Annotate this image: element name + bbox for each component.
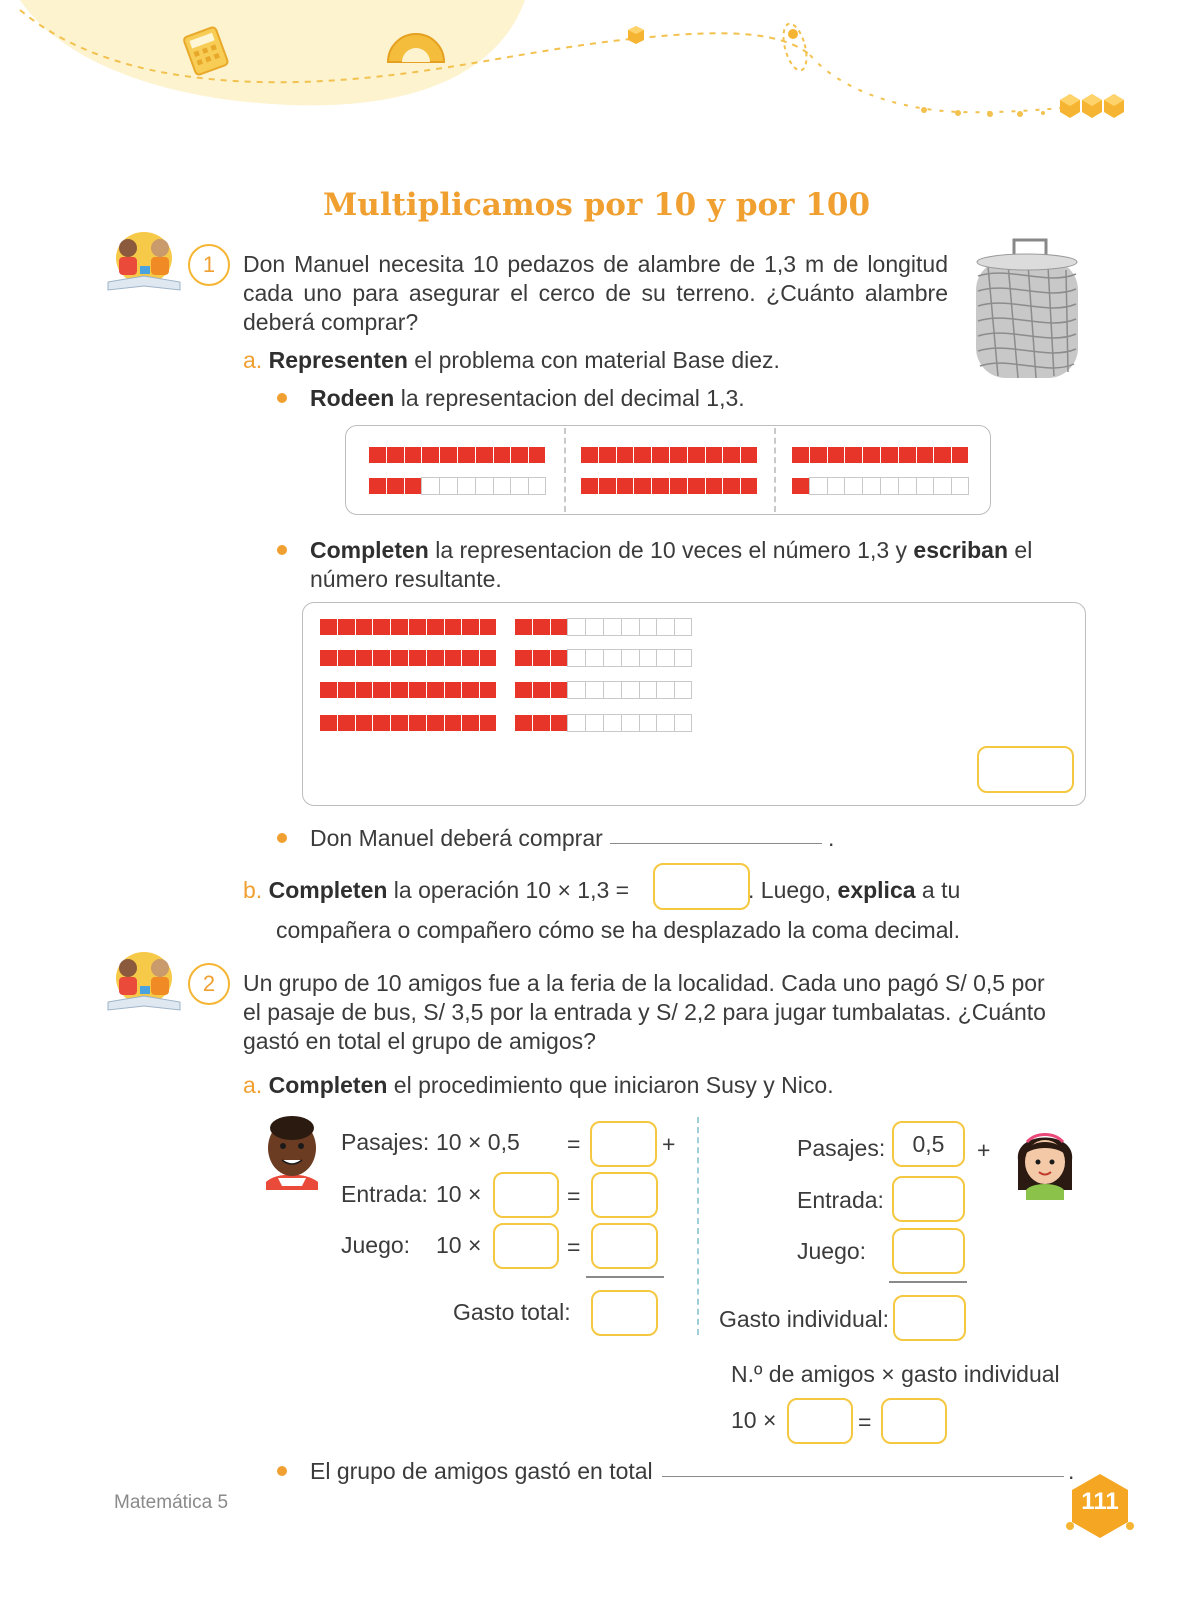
problem-number-1: 1 xyxy=(188,244,230,286)
unit-cell xyxy=(616,446,634,464)
unit-cell xyxy=(532,714,550,732)
unit-cell xyxy=(461,649,479,667)
unit-cell xyxy=(528,446,546,464)
unit-cell xyxy=(951,477,969,495)
unit-cell xyxy=(421,477,439,495)
unit-cell xyxy=(567,681,585,699)
unit-cell xyxy=(844,477,862,495)
unit-cell xyxy=(862,446,880,464)
unit-cell xyxy=(550,714,568,732)
unit-cell xyxy=(633,477,651,495)
base10-rod xyxy=(580,477,758,495)
unit-cell xyxy=(603,649,621,667)
part-after2: a tu xyxy=(915,877,961,903)
base10-rod xyxy=(319,649,497,667)
unit-cell xyxy=(616,477,634,495)
unit-cell xyxy=(550,681,568,699)
unit-cell xyxy=(585,618,603,636)
unit-cell xyxy=(656,714,674,732)
unit-cell xyxy=(585,649,603,667)
problem2-text-line2: el pasaje de bus, S/ 3,5 por la entrada y S/ 2,2 para jugar tumbalatas. ¿Cuánto xyxy=(243,999,1046,1025)
unit-cell xyxy=(408,681,426,699)
base10-rod xyxy=(319,714,497,732)
right-formula: N.º de amigos × gasto individual xyxy=(731,1361,1060,1387)
unit-cell xyxy=(337,649,355,667)
unit-cell xyxy=(337,681,355,699)
unit-cell xyxy=(916,477,934,495)
unit-cell xyxy=(705,477,723,495)
unit-cell xyxy=(567,649,585,667)
left-juego-label: Juego: xyxy=(341,1232,411,1258)
unit-cell xyxy=(514,681,532,699)
base10-rod xyxy=(368,446,546,464)
unit-cell xyxy=(722,477,740,495)
equals-sign: = xyxy=(567,1131,581,1157)
unit-cell xyxy=(439,477,457,495)
girl-avatar xyxy=(1012,1120,1078,1200)
unit-cell xyxy=(651,477,669,495)
unit-cell xyxy=(444,649,462,667)
part-rest: la operación 10 × 1,3 = xyxy=(387,877,630,903)
unit-cell xyxy=(514,714,532,732)
equals-sign: = xyxy=(567,1234,581,1260)
sum-line xyxy=(889,1281,967,1283)
bullet2-verb2: escriban xyxy=(913,537,1009,563)
plus-sign: + xyxy=(662,1131,676,1157)
unit-cell xyxy=(639,714,657,732)
part-verb: Completen xyxy=(268,1072,388,1098)
sum-line xyxy=(586,1276,664,1278)
unit-cell xyxy=(514,649,532,667)
part-letter: a. xyxy=(243,1072,263,1098)
left-entrada-label: Entrada: xyxy=(341,1181,428,1207)
unit-cell xyxy=(639,649,657,667)
equals-sign: = xyxy=(858,1409,872,1435)
operation-answer-box[interactable] xyxy=(653,863,750,910)
panel-divider xyxy=(774,428,776,512)
part-letter: b. xyxy=(243,877,263,903)
unit-cell xyxy=(390,714,408,732)
left-juego-result-box[interactable] xyxy=(591,1223,658,1269)
footer-book-name: Matemática 5 xyxy=(114,1492,229,1513)
unit-cell xyxy=(355,714,373,732)
unit-cell xyxy=(880,477,898,495)
part-verb: Completen xyxy=(268,877,388,903)
unit-cell xyxy=(368,477,386,495)
bullet2-text xyxy=(310,535,1032,565)
unit-cell xyxy=(475,446,493,464)
bullet-dot xyxy=(277,1466,287,1476)
base10-rod xyxy=(580,446,758,464)
base10-rod xyxy=(514,618,692,636)
unit-cell xyxy=(444,714,462,732)
plus-sign: + xyxy=(977,1137,991,1163)
right-individual-box[interactable] xyxy=(893,1295,966,1341)
team-work-icon xyxy=(104,950,184,1014)
bullet2-line2: número resultante. xyxy=(310,566,502,592)
unit-cell xyxy=(372,649,390,667)
unit-cell xyxy=(461,681,479,699)
unit-cell xyxy=(532,618,550,636)
part-rest: el procedimiento que iniciaron Susy y Nico. xyxy=(387,1072,834,1098)
right-pasajes-value-box[interactable] xyxy=(892,1121,965,1167)
unit-cell xyxy=(550,649,568,667)
unit-cell xyxy=(621,618,639,636)
unit-cell xyxy=(386,477,404,495)
unit-cell xyxy=(827,446,845,464)
problem1-part-b-cont xyxy=(748,875,960,905)
unit-cell xyxy=(669,477,687,495)
unit-cell xyxy=(528,477,546,495)
cubes-icon xyxy=(1060,94,1124,118)
cube-icon xyxy=(628,26,644,44)
unit-cell xyxy=(898,446,916,464)
unit-cell xyxy=(426,649,444,667)
unit-cell xyxy=(933,446,951,464)
problem1-part-a xyxy=(243,345,780,375)
page-title: Multiplicamos por 10 y por 100 xyxy=(322,187,871,223)
unit-cell xyxy=(674,681,692,699)
unit-cell xyxy=(674,714,692,732)
unit-cell xyxy=(457,477,475,495)
part-verb2: explica xyxy=(837,877,916,903)
unit-cell xyxy=(426,714,444,732)
unit-cell xyxy=(532,681,550,699)
unit-cell xyxy=(603,714,621,732)
part-rest: el problema con material Base diez. xyxy=(407,347,780,373)
unit-cell xyxy=(598,446,616,464)
right-juego-box[interactable] xyxy=(892,1228,965,1274)
unit-cell xyxy=(621,681,639,699)
unit-cell xyxy=(386,446,404,464)
unit-cell xyxy=(510,446,528,464)
left-total-label: Gasto total: xyxy=(453,1299,571,1325)
unit-cell xyxy=(722,446,740,464)
left-pasajes-expr: 10 × 0,5 xyxy=(436,1129,520,1155)
bullet1-text xyxy=(310,383,745,413)
unit-cell xyxy=(408,618,426,636)
bullet-dot xyxy=(277,833,287,843)
unit-cell xyxy=(408,649,426,667)
unit-cell xyxy=(461,618,479,636)
unit-cell xyxy=(479,618,497,636)
unit-cell xyxy=(827,477,845,495)
unit-cell xyxy=(567,618,585,636)
base10-rod xyxy=(514,649,692,667)
unit-cell xyxy=(426,681,444,699)
left-juego-expr: 10 × xyxy=(436,1232,482,1258)
unit-cell xyxy=(809,477,827,495)
problem2-part-a xyxy=(243,1070,834,1100)
unit-cell xyxy=(457,446,475,464)
unit-cell xyxy=(390,681,408,699)
unit-cell xyxy=(461,714,479,732)
unit-cell xyxy=(705,446,723,464)
unit-cell xyxy=(355,649,373,667)
bullet-dot xyxy=(277,393,287,403)
unit-cell xyxy=(444,681,462,699)
unit-cell xyxy=(479,681,497,699)
unit-cell xyxy=(916,446,934,464)
unit-cell xyxy=(951,446,969,464)
base10-panel-1 xyxy=(345,425,991,515)
part-after: . Luego, xyxy=(748,877,838,903)
bullet3-text: Don Manuel deberá comprar xyxy=(310,825,603,851)
unit-cell xyxy=(633,446,651,464)
unit-cell xyxy=(390,649,408,667)
right-mult-factor-box[interactable] xyxy=(787,1398,853,1444)
unit-cell xyxy=(656,649,674,667)
unit-cell xyxy=(319,649,337,667)
left-juego-factor-box[interactable] xyxy=(493,1223,559,1269)
final-bullet-end: . xyxy=(1068,1458,1075,1484)
unit-cell xyxy=(479,714,497,732)
problem1-text-line1: Don Manuel necesita 10 pedazos de alambre de 1,3 m de longitud xyxy=(243,251,948,277)
header-decoration xyxy=(0,0,1193,135)
unit-cell xyxy=(372,714,390,732)
unit-cell xyxy=(639,681,657,699)
unit-cell xyxy=(426,618,444,636)
problem1-text-line2: cada uno para asegurar el cerco de su terreno. ¿Cuánto alambre xyxy=(243,280,948,306)
unit-cell xyxy=(740,446,758,464)
unit-cell xyxy=(319,618,337,636)
unit-cell xyxy=(656,681,674,699)
unit-cell xyxy=(791,477,809,495)
left-entrada-result-box[interactable] xyxy=(591,1172,658,1218)
unit-cell xyxy=(479,649,497,667)
answer-line[interactable] xyxy=(610,843,822,844)
barbed-wire-image xyxy=(968,236,1086,386)
problem2-text-line1: Un grupo de 10 amigos fue a la feria de la localidad. Cada uno pagó S/ 0,5 por xyxy=(243,970,1045,996)
unit-cell xyxy=(580,446,598,464)
unit-cell xyxy=(532,649,550,667)
bullet1-rest: la representacion del decimal 1,3. xyxy=(394,385,745,411)
left-entrada-factor-box[interactable] xyxy=(493,1172,559,1218)
bullet2-verb: Completen xyxy=(310,537,429,563)
base10-rod xyxy=(791,446,969,464)
right-individual-label: Gasto individual: xyxy=(719,1306,890,1332)
unit-cell xyxy=(880,446,898,464)
equals-sign: = xyxy=(567,1183,581,1209)
right-pasajes-value: 0,5 xyxy=(912,1131,945,1157)
panel-divider xyxy=(564,428,566,512)
unit-cell xyxy=(355,681,373,699)
base10-rod xyxy=(514,681,692,699)
problem2-text-line3: gastó en total el grupo de amigos? xyxy=(243,1028,596,1054)
team-work-icon xyxy=(104,230,184,294)
bullet-dot xyxy=(277,545,287,555)
unit-cell xyxy=(514,618,532,636)
unit-cell xyxy=(674,649,692,667)
unit-cell xyxy=(603,681,621,699)
left-pasajes-label: Pasajes: xyxy=(341,1129,430,1155)
unit-cell xyxy=(408,714,426,732)
unit-cell xyxy=(475,477,493,495)
unit-cell xyxy=(355,618,373,636)
base10-rod xyxy=(368,477,546,495)
unit-cell xyxy=(580,477,598,495)
unit-cell xyxy=(390,618,408,636)
unit-cell xyxy=(510,477,528,495)
bullet2-mid: la representacion de 10 veces el número 1,3 y xyxy=(428,537,914,563)
unit-cell xyxy=(656,618,674,636)
unit-cell xyxy=(550,618,568,636)
unit-cell xyxy=(669,446,687,464)
unit-cell xyxy=(651,446,669,464)
unit-cell xyxy=(585,681,603,699)
unit-cell xyxy=(740,477,758,495)
unit-cell xyxy=(567,714,585,732)
unit-cell xyxy=(319,681,337,699)
unit-cell xyxy=(372,681,390,699)
left-entrada-expr: 10 × xyxy=(436,1181,482,1207)
unit-cell xyxy=(621,714,639,732)
unit-cell xyxy=(603,618,621,636)
base10-rod xyxy=(319,681,497,699)
unit-cell xyxy=(621,649,639,667)
part-letter: a. xyxy=(243,347,263,373)
unit-cell xyxy=(319,714,337,732)
right-mult-expr: 10 × xyxy=(731,1407,777,1433)
unit-cell xyxy=(493,477,511,495)
problem1-part-b xyxy=(243,875,629,905)
base10-rod xyxy=(514,714,692,732)
right-juego-label: Juego: xyxy=(797,1238,867,1264)
column-divider xyxy=(697,1117,699,1335)
unit-cell xyxy=(368,446,386,464)
bullet2-end: el xyxy=(1008,537,1033,563)
unit-cell xyxy=(809,446,827,464)
unit-cell xyxy=(585,714,603,732)
unit-cell xyxy=(674,618,692,636)
final-bullet-text: El grupo de amigos gastó en total xyxy=(310,1458,653,1484)
unit-cell xyxy=(404,477,422,495)
bullet3-end: . xyxy=(828,825,835,851)
unit-cell xyxy=(444,618,462,636)
answer-line[interactable] xyxy=(662,1476,1064,1477)
left-total-box[interactable] xyxy=(591,1290,658,1336)
boy-avatar xyxy=(256,1112,328,1190)
problem1-text-line3: deberá comprar? xyxy=(243,309,419,335)
right-mult-result-box[interactable] xyxy=(881,1398,947,1444)
base10-rod xyxy=(791,477,969,495)
right-entrada-label: Entrada: xyxy=(797,1187,884,1213)
unit-cell xyxy=(898,477,916,495)
unit-cell xyxy=(439,446,457,464)
right-entrada-box[interactable] xyxy=(892,1176,965,1222)
unit-cell xyxy=(372,618,390,636)
unit-cell xyxy=(844,446,862,464)
unit-cell xyxy=(639,618,657,636)
unit-cell xyxy=(421,446,439,464)
unit-cell xyxy=(933,477,951,495)
unit-cell xyxy=(687,477,705,495)
problem1-part-b-line2: compañera o compañero cómo se ha desplazado la coma decimal. xyxy=(276,917,960,943)
page-number: 111 xyxy=(1081,1488,1119,1515)
base10-rod xyxy=(319,618,497,636)
right-pasajes-label: Pasajes: xyxy=(797,1135,886,1161)
unit-cell xyxy=(687,446,705,464)
problem-number-2: 2 xyxy=(188,963,230,1005)
unit-cell xyxy=(791,446,809,464)
bullet1-verb: Rodeen xyxy=(310,385,395,411)
unit-cell xyxy=(337,618,355,636)
unit-cell xyxy=(337,714,355,732)
unit-cell xyxy=(862,477,880,495)
unit-cell xyxy=(493,446,511,464)
part-verb: Representen xyxy=(268,347,408,373)
unit-cell xyxy=(404,446,422,464)
left-pasajes-result-box[interactable] xyxy=(590,1121,657,1167)
result-answer-box[interactable] xyxy=(977,746,1074,793)
unit-cell xyxy=(598,477,616,495)
